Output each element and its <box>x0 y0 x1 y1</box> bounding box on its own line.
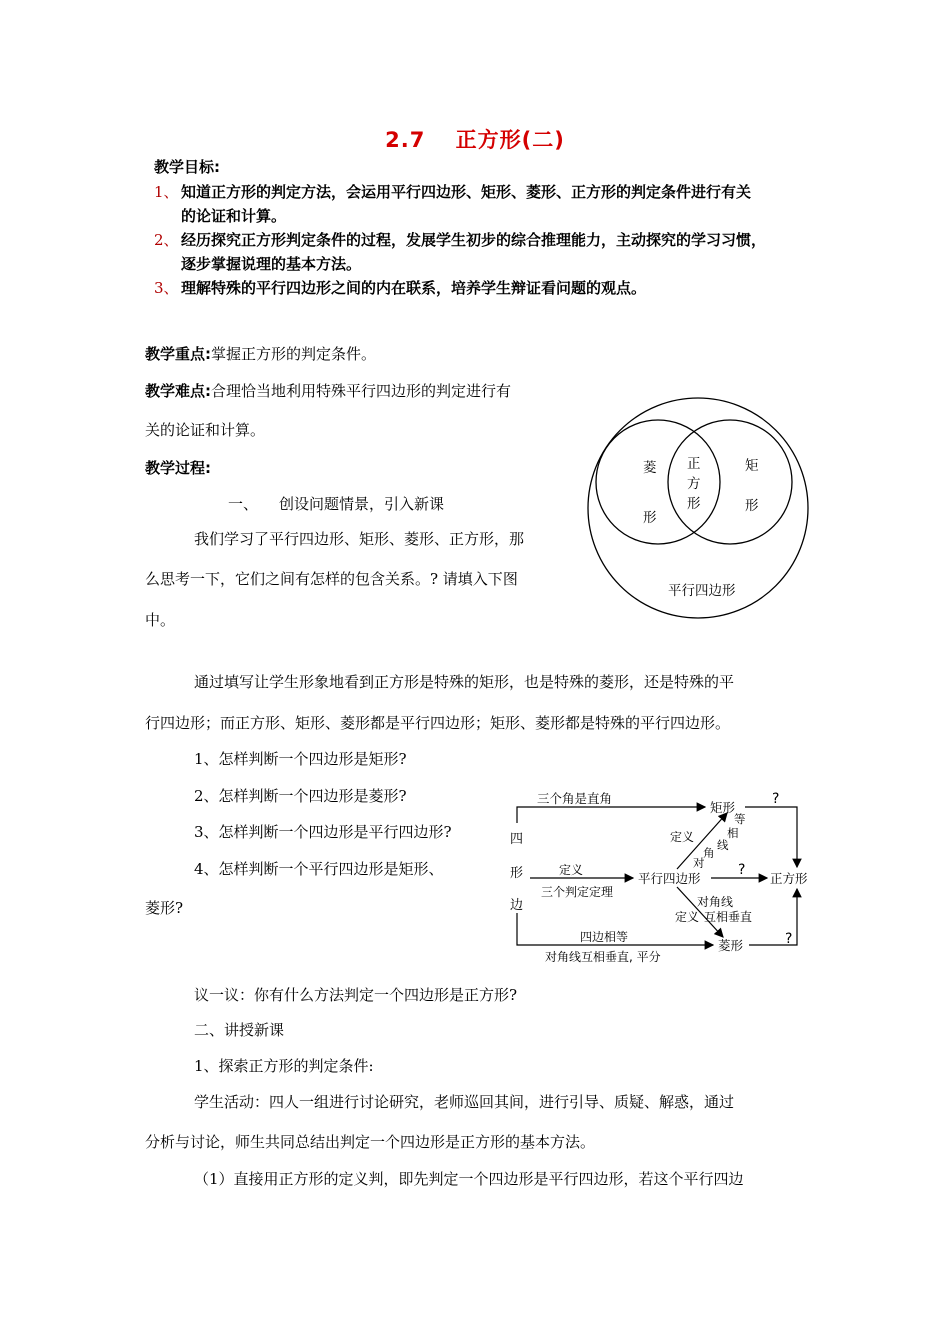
venn-rhombus-1: 菱 <box>643 460 657 476</box>
flow-diag-eq-1: 等 <box>734 812 746 826</box>
venn-diagram <box>580 390 820 630</box>
intro-line-3: 中。 <box>145 611 176 629</box>
summary-line-2: 行四边形；而正方形、矩形、菱形都是平行四边形；矩形、菱形都是特殊的平行四边形。 <box>145 714 731 732</box>
section-1-title: 创设问题情景，引入新课 <box>279 495 445 513</box>
flow-diag-eq-3: 线 <box>717 838 729 852</box>
flow-question-1: ? <box>772 791 780 807</box>
flow-diag-eq-4: 角 <box>703 846 715 860</box>
flow-definition-c: 定义 <box>675 910 700 924</box>
flow-rhombus: 菱形 <box>718 938 744 953</box>
rhombus-circle <box>596 420 720 544</box>
key-point-text: 掌握正方形的判定条件。 <box>211 345 377 363</box>
difficulty-line-2: 关的论证和计算。 <box>145 421 266 439</box>
question-3: 3、怎样判断一个四边形是平行四边形? <box>194 823 452 841</box>
flow-square: 正方形 <box>770 871 808 886</box>
process-label: 教学过程: <box>145 459 211 477</box>
flow-diag-eq-2: 相 <box>727 826 739 840</box>
flow-definition-b: 定义 <box>559 863 584 877</box>
objective-1-line-2: 的论证和计算。 <box>181 207 287 225</box>
venn-rhombus-2: 形 <box>643 510 657 526</box>
arrow-quad-to-rectangle <box>517 807 705 823</box>
activity-line-2: 分析与讨论，师生共同总结出判定一个四边形是正方形的基本方法。 <box>145 1133 596 1151</box>
venn-parallelogram: 平行四边形 <box>668 583 736 599</box>
flow-rectangle: 矩形 <box>710 800 736 815</box>
flow-four-sides-equal: 四边相等 <box>580 930 629 944</box>
objectives-heading: 教学目标: <box>154 158 220 176</box>
difficulty-label: 教学难点: <box>145 382 211 400</box>
section-1-number: 一、 <box>228 495 259 513</box>
flow-diag-eq-5: 对 <box>693 856 705 870</box>
flow-question-3: ? <box>785 931 793 947</box>
objective-3-line-1: 理解特殊的平行四边形之间的内在联系，培养学生辩证看问题的观点。 <box>181 279 647 297</box>
flow-three-theorems: 三个判定定理 <box>541 885 614 899</box>
venn-rectangle-2: 形 <box>745 498 759 514</box>
explore-heading: 1、探索正方形的判定条件: <box>194 1057 374 1075</box>
difficulty-text: 合理恰当地利用特殊平行四边形的判定进行有 <box>211 382 512 400</box>
flow-parallelogram: 平行四边形 <box>638 871 701 886</box>
method-1: （1）直接用正方形的定义判，即先判定一个四边形是平行四边形，若这个平行四边 <box>194 1170 744 1188</box>
flow-quad-2: 形 <box>510 866 524 881</box>
objective-2-line-1: 经历探究正方形判定条件的过程，发展学生初步的综合推理能力，主动探究的学习习惯， <box>181 231 767 249</box>
key-point-label: 教学重点: <box>145 345 211 363</box>
objective-1-line-1: 知道正方形的判定方法，会运用平行四边形、矩形、菱形、正方形的判定条件进行有关 <box>181 183 752 201</box>
activity-line-1: 学生活动：四人一组进行讨论研究，老师巡回其间，进行引导、质疑、解惑，通过 <box>194 1093 735 1111</box>
objective-2-number: 2、 <box>154 231 179 249</box>
question-2: 2、怎样判断一个四边形是菱形? <box>194 787 407 805</box>
flow-quad-1: 四 <box>510 832 524 847</box>
flow-three-right-angles: 三个角是直角 <box>537 791 613 806</box>
intro-line-2: 么思考一下，它们之间有怎样的包含关系。? 请填入下图 <box>145 570 518 588</box>
page-title: 2.7 正方形(二) <box>385 128 565 152</box>
question-4: 4、怎样判断一个平行四边形是矩形、 <box>194 860 444 878</box>
flow-diag-perp-1: 对角线 <box>697 895 734 909</box>
section-2-title: 二、讲授新课 <box>194 1021 285 1039</box>
question-1: 1、怎样判断一个四边形是矩形? <box>194 750 407 768</box>
venn-square-1: 正 <box>687 456 701 472</box>
objective-1-number: 1、 <box>154 183 179 201</box>
difficulty <box>145 380 511 401</box>
flow-diag-perp-2: 互相垂直 <box>704 910 753 924</box>
key-point <box>145 343 376 364</box>
flow-definition-a: 定义 <box>670 830 695 844</box>
intro-line-1: 我们学习了平行四边形、矩形、菱形、正方形，那 <box>194 530 525 548</box>
venn-rectangle-1: 矩 <box>745 458 759 474</box>
venn-square-2: 方 <box>687 476 701 492</box>
summary-line-1: 通过填写让学生形象地看到正方形是特殊的矩形，也是特殊的菱形，还是特殊的平 <box>194 673 735 691</box>
flow-diagram <box>505 785 820 970</box>
question-4-cont: 菱形? <box>145 899 184 917</box>
flow-question-2: ? <box>738 862 746 878</box>
venn-square-3: 形 <box>687 496 701 512</box>
flow-diag-perp-bisect: 对角线互相垂直, 平分 <box>545 950 661 964</box>
objective-3-number: 3、 <box>154 279 179 297</box>
arrow-rectangle-to-square <box>745 807 797 867</box>
objective-2-line-2: 逐步掌握说理的基本方法。 <box>181 255 362 273</box>
flow-quad-3: 边 <box>510 898 524 913</box>
discuss: 议一议：你有什么方法判定一个四边形是正方形? <box>194 986 518 1004</box>
